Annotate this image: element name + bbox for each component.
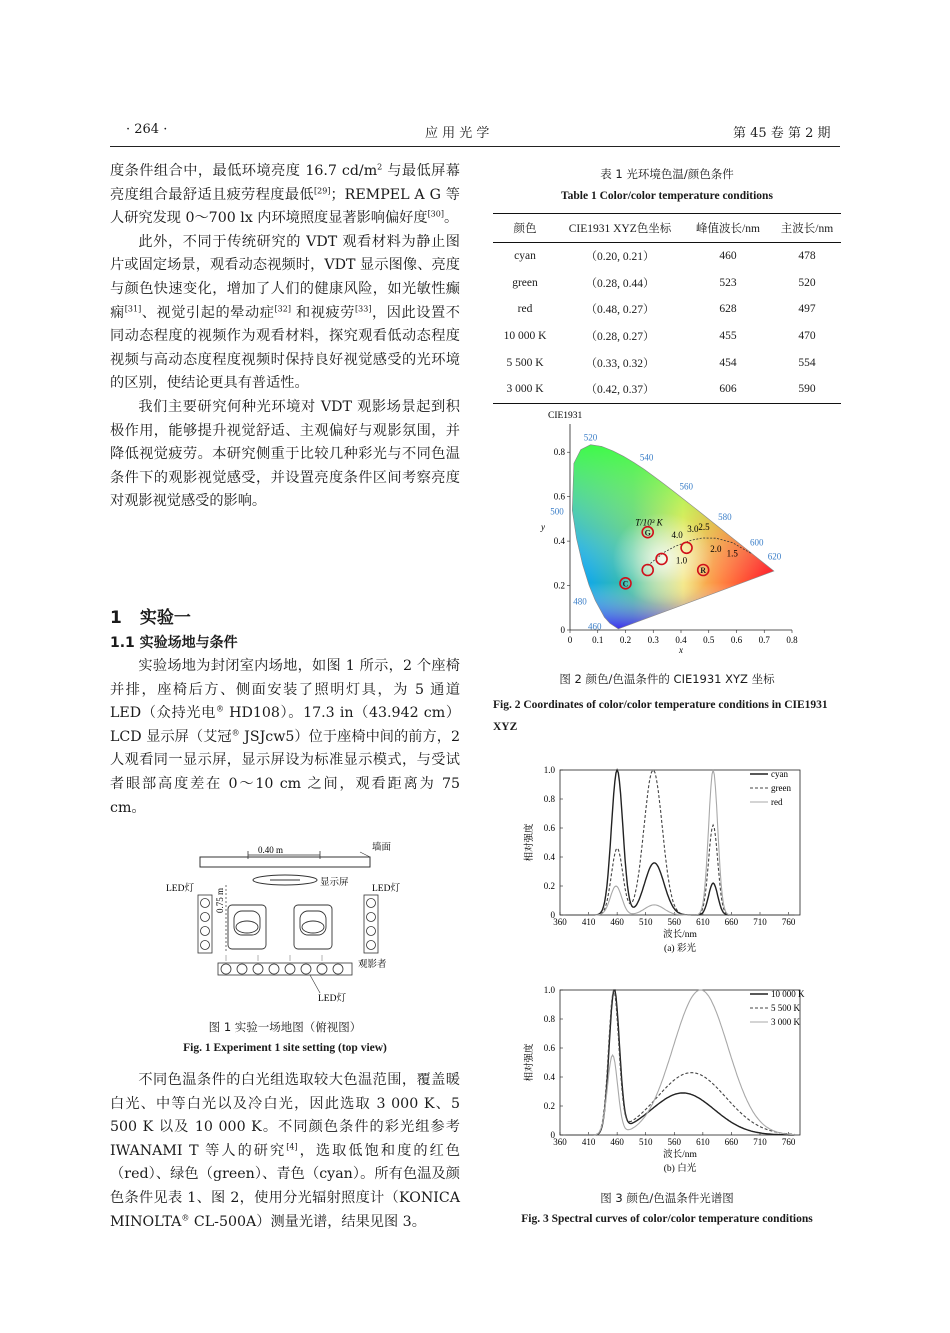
legend-label: green	[771, 783, 791, 793]
fig2-caption-cn: 图 2 颜色/色温条件的 CIE1931 XYZ 坐标	[559, 672, 775, 686]
fig1-site-diagram	[160, 835, 410, 1010]
x-axis-label: 波长/nm	[663, 1150, 697, 1160]
y-tick-label: 0	[550, 1130, 555, 1140]
y-tick-label: 1.0	[543, 765, 555, 775]
fig2-cie-chart	[530, 405, 820, 660]
x-tick-label: 560	[667, 917, 682, 927]
table1	[493, 213, 841, 404]
table1-title-en: Table 1 Color/color temperature conditions	[561, 190, 773, 202]
y-tick-label: 1.0	[543, 985, 555, 995]
planckian-tick-2.5: 2.5	[698, 522, 710, 532]
table-row: 5 500 K （0.33, 0.32） 454 554	[506, 356, 816, 370]
x-tick-label: 0.4	[675, 635, 687, 645]
cie-title: CIE1931	[548, 411, 583, 421]
paragraph-5: 不同色温条件的白光组选取较大色温范围，覆盖暖白光、中等白光以及冷白光，因此选取 3 000 K、5 500 K 以及 10 000 K。不同颜色条件的彩光组参考 IWANAMI T 等人的研究[4]，选取低饱和度的红色（red）、绿色（green）、青色（cyan）。所有色温及颜色条件见表 1、图 2，使用分光辐射照度计（KONICA MINOLTA® CL-500A）测量光谱，结果见图 3。	[110, 1072, 460, 1230]
chair-left	[228, 905, 266, 949]
subsection-heading: 1.1 实验场地与条件	[110, 635, 238, 651]
table-header-row	[493, 214, 841, 243]
y-tick-label: 0.8	[553, 447, 565, 458]
plot-frame	[560, 990, 800, 1135]
series-red	[566, 770, 795, 915]
light-arrows	[226, 955, 322, 961]
x-tick-label: 0.7	[758, 635, 770, 645]
planckian-tick-2.0: 2.0	[710, 544, 722, 555]
y-axis-label: 相对强度	[525, 823, 535, 862]
planckian-tick-1.0: 1.0	[675, 555, 688, 566]
x-tick-label: 710	[753, 917, 767, 927]
y-axis-label: 相对强度	[525, 1043, 535, 1082]
x-tick-label: 560	[667, 1137, 682, 1147]
series-5-500-K	[566, 991, 795, 1135]
led-left-label: LED灯	[166, 884, 194, 894]
y-tick-label: 0.2	[543, 1101, 555, 1111]
chart-subtitle: (b) 白光	[663, 1164, 697, 1174]
x-tick-label: 760	[781, 1137, 796, 1147]
legend-label: 5 500 K	[771, 1003, 800, 1013]
x-tick-label: 0.1	[592, 635, 604, 645]
viewer-label: 观影者	[358, 960, 387, 970]
y-tick-label: 0.4	[543, 1072, 555, 1082]
wavelength-label-500: 500	[550, 506, 564, 517]
x-tick-label: 610	[696, 917, 710, 927]
fig3a-spectrum-chart	[510, 755, 810, 965]
paragraph-2: 此外，不同于传统研究的 VDT 观看材料为静止图片或固定场景，观看动态视频时，VDT 显示图像、亮度与颜色快速变化，增加了人们的健康风险，如光敏性癫痫[31]、视觉引起的晕动症[32] 和视疲劳[33]，因此设置不同动态程度的视频作为观看材料，探究观看低动态程度视频与高动态度程度视频时保持良好视觉感受的光环境的区别，使结论更具有普适性。	[110, 233, 460, 392]
table-row: 3 000 K （0.42, 0.37） 606 590	[493, 376, 841, 403]
col-header: 主波长/nm	[773, 214, 841, 243]
x-tick-label: 0.5	[703, 635, 715, 645]
legend-label: red	[771, 797, 783, 807]
fig3-caption-cn: 图 3 颜色/色温条件光谱图	[600, 1191, 734, 1205]
wall	[200, 857, 370, 867]
table-row: green （0.28, 0.44） 523 520	[512, 276, 816, 290]
section-heading: 1 实验一	[110, 608, 191, 628]
wall-label: 墙面	[372, 843, 392, 853]
y-tick-label: 0.6	[543, 823, 555, 833]
x-tick-label: 0.2	[619, 635, 632, 645]
x-tick-label: 360	[553, 917, 567, 927]
wavelength-label-580: 580	[718, 511, 732, 522]
table-row: 10 000 K （0.28, 0.27） 455 470	[503, 330, 816, 344]
col-header: 峰值波长/nm	[683, 214, 773, 243]
x-tick-label: 660	[724, 1137, 739, 1147]
point-label: C	[622, 579, 629, 589]
y-tick-label: 0.8	[543, 794, 555, 804]
y-tick-label: 0.6	[553, 491, 565, 502]
series-green	[566, 770, 795, 915]
series-10-000-K	[566, 990, 795, 1135]
col-header: 颜色	[493, 214, 557, 243]
screen	[253, 875, 317, 885]
x-axis-label: 波长/nm	[663, 930, 697, 940]
table1-title-cn: 表 1 光环境色温/颜色条件	[600, 167, 734, 181]
page-number: · 264 ·	[126, 122, 168, 137]
fig1-caption-en: Fig. 1 Experiment 1 site setting (top view)	[183, 1042, 387, 1054]
header-rule	[110, 146, 840, 147]
col-header: CIE1931 XYZ色坐标	[557, 214, 683, 243]
dim-width-label: 0.40 m	[258, 845, 284, 855]
x-tick-label: 610	[696, 1137, 710, 1147]
series-3-000-K	[566, 990, 795, 1135]
point-label: R	[700, 566, 707, 576]
led-bottom-label: LED灯	[318, 994, 346, 1004]
paragraph-3: 我们主要研究何种光环境对 VDT 观影场景起到积极作用，能够提升视觉舒适、主观偏好与观影氛围，并降低视觉疲劳。本研究侧重于比较几种彩光与不同色温条件下的观影视觉感受，并设置亮度条件区间考察亮度对观影视觉感受的影响。	[110, 398, 460, 510]
x-tick-label: 510	[638, 1137, 653, 1147]
x-tick-label: 660	[724, 917, 739, 927]
x-tick-label: 0	[567, 635, 573, 645]
fig3-caption-en: Fig. 3 Spectral curves of color/color temperature conditions	[521, 1213, 813, 1225]
x-tick-label: 460	[610, 917, 624, 927]
paragraph-4: 实验场地为封闭室内场地，如图 1 所示，2 个座椅并排，座椅后方、侧面安装了照明灯具，为 5 通道 LED（众持光电® HD108）。17.3 in（43.942 cm）LCD 显示屏（艾冠® JSJcw5）位于座椅中间的前方，2 人观看同一显示屏，显示屏设为标准显示模式，与受试者眼部高度差在 0～10 cm 之间，观看距离为 75 cm。	[110, 658, 461, 816]
x-tick-label: 0.3	[647, 635, 659, 645]
x-tick-label: 760	[781, 917, 796, 927]
paragraph-1: 度条件组合中，最低环境亮度 16.7 $cd/m^2$ 与最低屏幕亮度组合最舒适且疲劳程度最低[29]；REMPEL A G 等人研究发现 0～700 lx 内环境照度显著影响偏好度[30]。	[110, 162, 460, 227]
planckian-tick-3.0: 3.0	[687, 524, 699, 535]
led-left-strip	[198, 895, 212, 953]
x-tick-label: 410	[581, 917, 596, 927]
planckian-tick-4.0: 4.0	[671, 530, 683, 541]
y-tick-label: 0.4	[553, 536, 565, 547]
table-row: cyan （0.20, 0.21） 460 478	[514, 250, 816, 264]
wavelength-label-560: 560	[679, 481, 694, 492]
led-right-strip	[364, 895, 378, 953]
chart-subtitle: (a) 彩光	[664, 944, 696, 954]
y-tick-label: 0.4	[543, 852, 555, 862]
x-tick-label: 0.6	[730, 635, 743, 645]
x-tick-label: 410	[581, 1137, 596, 1147]
y-tick-label: 0.8	[543, 1014, 555, 1024]
wavelength-label-520: 520	[583, 432, 598, 443]
x-tick-label: 510	[638, 917, 653, 927]
y-tick-label: 0	[560, 625, 565, 635]
wavelength-label-460: 460	[587, 621, 602, 632]
wavelength-label-480: 480	[573, 596, 587, 607]
x-tick-label: 360	[553, 1137, 567, 1147]
series-cyan	[566, 770, 795, 915]
y-tick-label: 0.2	[543, 881, 555, 891]
screen-label: 显示屏	[320, 878, 349, 888]
y-tick-label: 0	[550, 910, 555, 920]
plot-frame	[560, 770, 800, 915]
legend-label: 10 000 K	[771, 989, 805, 999]
y-axis-label: y	[541, 522, 545, 532]
x-tick-label: 0.8	[786, 635, 798, 645]
journal-name: 应 用 光 学	[425, 126, 490, 141]
issue-info: 第 45 卷 第 2 期	[733, 126, 831, 141]
dim-dist-label: 0.75 m	[215, 887, 225, 913]
planckian-axis-label: T/10³ K	[635, 517, 663, 528]
led-bottom-strip	[218, 963, 352, 975]
x-tick-label: 460	[610, 1137, 624, 1147]
x-tick-label: 710	[753, 1137, 767, 1147]
legend-label: cyan	[771, 769, 788, 779]
point-label: G	[644, 528, 651, 538]
table-row: red （0.48, 0.27） 628 497	[517, 303, 816, 317]
y-tick-label: 0.6	[543, 1043, 555, 1053]
chair-right	[294, 905, 332, 949]
wavelength-label-600: 600	[749, 537, 764, 548]
wavelength-label-620: 620	[767, 551, 782, 562]
planckian-tick-1.5: 1.5	[726, 548, 738, 559]
x-axis-label: x	[679, 645, 683, 655]
fig3b-spectrum-chart	[510, 975, 810, 1185]
wavelength-label-540: 540	[639, 452, 654, 463]
fig1-caption-cn: 图 1 实验一场地图（俯视图）	[208, 1020, 362, 1034]
led-right-label: LED灯	[372, 884, 400, 894]
legend-label: 3 000 K	[771, 1017, 800, 1027]
fig2-caption-en: Fig. 2 Coordinates of color/color temperature conditions in CIE1931 XYZ	[493, 699, 828, 733]
y-tick-label: 0.2	[553, 580, 565, 591]
left-column-top	[110, 160, 460, 514]
